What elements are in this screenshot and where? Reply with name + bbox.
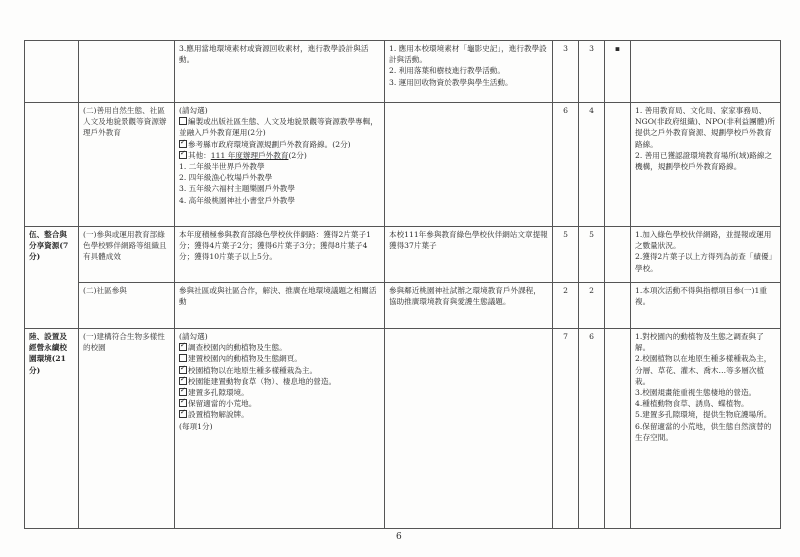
- evidence-cell: [385, 227, 553, 283]
- mark-cell: [605, 329, 631, 529]
- note-line: 6.保留適當的小荒地，供生態自然演替的生存空間。: [635, 421, 772, 442]
- checkbox-line: ✓保留適當的小荒地。: [179, 398, 380, 409]
- evidence-line: 2. 利用落葉和樹枝進行教學活動。: [389, 66, 505, 76]
- subcategory-text: (一)建構符合生物多樣性的校園: [83, 332, 165, 353]
- mark-cell: [605, 103, 631, 227]
- score-self: 5: [553, 227, 579, 283]
- checkbox-icon: [179, 117, 187, 125]
- subcategory-text: (二)善用自然生態、社區人文及地貌景觀等資源辦理戶外教育: [83, 106, 167, 138]
- item-tail: (每項1分): [179, 421, 213, 431]
- checkbox-line: ✓校園植物以在地原生種多樣種栽為主。: [179, 365, 380, 376]
- checkbox-checked-icon: [179, 343, 187, 351]
- evaluation-table: [24, 40, 781, 529]
- activity-line: 1. 二年級半世界戶外教學: [179, 162, 265, 172]
- note-line: 1.加入綠色學校伙伴網路，並提報或運用之數量狀況。: [635, 230, 772, 251]
- evidence-cell: [385, 41, 553, 103]
- note-text: 1.本項次活動不得與指標項目參(一)1重複。: [635, 286, 767, 307]
- score-review: 3: [579, 41, 605, 103]
- note-line: 4.種植動物食草、誘鳥、蝶植物。: [635, 399, 749, 409]
- score-self: 7: [553, 329, 579, 529]
- score-self: 3: [553, 41, 579, 103]
- item-cell: [175, 41, 385, 103]
- item-text: 參與社區或與社區合作，解決、推廣在地環境議題之相關活動: [179, 286, 377, 307]
- category-cell: [25, 329, 79, 529]
- category-cell: [25, 103, 79, 227]
- item-head: (請勾選): [179, 332, 208, 341]
- checkbox-checked-icon: [179, 151, 187, 159]
- note-cell: [631, 329, 781, 529]
- score-review: 2: [579, 283, 605, 329]
- item-text: 3.應用當地環境素材或資源回收素材，進行教學設計與活動。: [179, 44, 369, 65]
- evidence-text: 參與鄰近桃園神社試辦之環境教育戶外課程，協助推廣環境教育與愛護生態議題。: [389, 286, 541, 307]
- subcategory-cell: [79, 329, 175, 529]
- mark-cell: [605, 227, 631, 283]
- category-cell: [25, 41, 79, 103]
- subcategory-cell: [79, 283, 175, 329]
- score-review: 6: [579, 329, 605, 529]
- checkbox-checked-icon: [179, 140, 187, 148]
- note-line: 2. 善用已獲認證環境教育場所(域)路線之機構，規劃學校戶外教育路線。: [635, 150, 773, 172]
- mark-cell: ▪: [605, 41, 631, 103]
- activity-line: 3. 五年級六福村主題樂園戶外教學: [179, 184, 295, 194]
- checkbox-icon: [179, 354, 187, 362]
- note-line: 1.對校園內的動植物及生態之調查與了解。: [635, 332, 764, 353]
- checkbox-checked-icon: [179, 399, 187, 407]
- note-cell: [631, 227, 781, 283]
- checkbox-line: ✓調查校園內的動植物及生態。: [179, 342, 380, 353]
- evidence-line: 1. 應用本校環境素材「龜影史記」，進行教學設計與活動。: [389, 44, 547, 65]
- item-text: 本年度積極參與教育部綠色學校伙伴網路：獲得2片葉子1分；獲得4片葉子2分；獲得6片葉子3分；獲得8片葉子4分；獲得10片葉子以上5分。: [179, 230, 371, 262]
- activity-line: 2. 四年級漁心牧場戶外教學: [179, 173, 273, 183]
- note-cell: [631, 41, 781, 103]
- note-line: 2.校園植物以在地原生種多樣種栽為主，分層、草花、灌木、喬木…等多層次植栽。: [635, 354, 772, 386]
- subcategory-text: (二)社區參與: [83, 286, 127, 295]
- score-self: 6: [553, 103, 579, 227]
- checkbox-line: ✓校園能建置動物食草（物）、棲息地的營造。: [179, 376, 380, 387]
- checkbox-line: ✓其他：111 年度辦理戶外教育(2分): [179, 150, 380, 161]
- category-cell: [25, 227, 79, 329]
- item-cell: [175, 227, 385, 283]
- subcategory-cell: [79, 41, 175, 103]
- activity-line: 4. 高年級桃園神社小書堂戶外教學: [179, 195, 295, 205]
- item-head: (請勾選): [179, 106, 208, 115]
- table-row: [25, 283, 781, 329]
- subcategory-cell: [79, 227, 175, 283]
- evidence-cell: [385, 329, 553, 529]
- checkbox-line: 編製或出版社區生態、人文及地貌景觀等資源教學專輯，並融入戶外教育運用(2分): [179, 117, 378, 138]
- score-review: 5: [579, 227, 605, 283]
- score-self: 2: [553, 283, 579, 329]
- item-cell: [175, 283, 385, 329]
- evidence-cell: [385, 103, 553, 227]
- checkbox-line: ✓參考縣市政府環境資源規劃戶外教育路線。(2分): [179, 139, 380, 150]
- table-row: [25, 329, 781, 529]
- page-number: 6: [396, 532, 402, 542]
- subcategory-text: (一)參與或運用教育部綠色學校夥伴網路等組織且有具體成效: [83, 230, 167, 262]
- checkbox-line: ✓建置多孔隙環境。: [179, 387, 380, 398]
- table-row: [25, 41, 781, 103]
- item-cell: [175, 103, 385, 227]
- note-line: 3.校園規畫能重視生態棲地的營造。: [635, 388, 757, 398]
- checkbox-checked-icon: [179, 388, 187, 396]
- note-line: 1. 善用教育局、文化局、家家事務局、NGO(非政府組織)、NPO(非利益團體)所提供之戶外教育資源、規劃學校戶外教育路線。: [635, 106, 775, 149]
- score-review: 4: [579, 103, 605, 227]
- note-line: 2.獲得2片葉子以上方得列為訪查「績優」學校。: [635, 252, 773, 273]
- evidence-text: 本校111年參與教育綠色學校伙伴網站文章提報獲得37片葉子: [389, 230, 548, 251]
- note-cell: [631, 103, 781, 227]
- table-row: [25, 227, 781, 283]
- category-text: 陸、設置及經營永續校園環境(21分): [29, 332, 67, 375]
- evidence-cell: [385, 283, 553, 329]
- note-cell: [631, 283, 781, 329]
- checkbox-line: 建置校園內的動植物及生態網頁。: [179, 353, 380, 364]
- subcategory-cell: [79, 103, 175, 227]
- item-cell: [175, 329, 385, 529]
- table-row: [25, 103, 781, 227]
- checkbox-checked-icon: [179, 410, 187, 418]
- mark-cell: [605, 283, 631, 329]
- checkbox-checked-icon: [179, 377, 187, 385]
- category-text: 伍、整合與分享資源(7分): [29, 230, 69, 262]
- checkbox-checked-icon: [179, 366, 187, 374]
- evidence-line: 3. 運用回收物資於教學與學生活動。: [389, 77, 513, 87]
- checkbox-line: ✓設置植物解說牌。: [179, 409, 380, 420]
- note-line: 5.建置多孔隙環境，提供生物庇護場所。: [635, 410, 772, 420]
